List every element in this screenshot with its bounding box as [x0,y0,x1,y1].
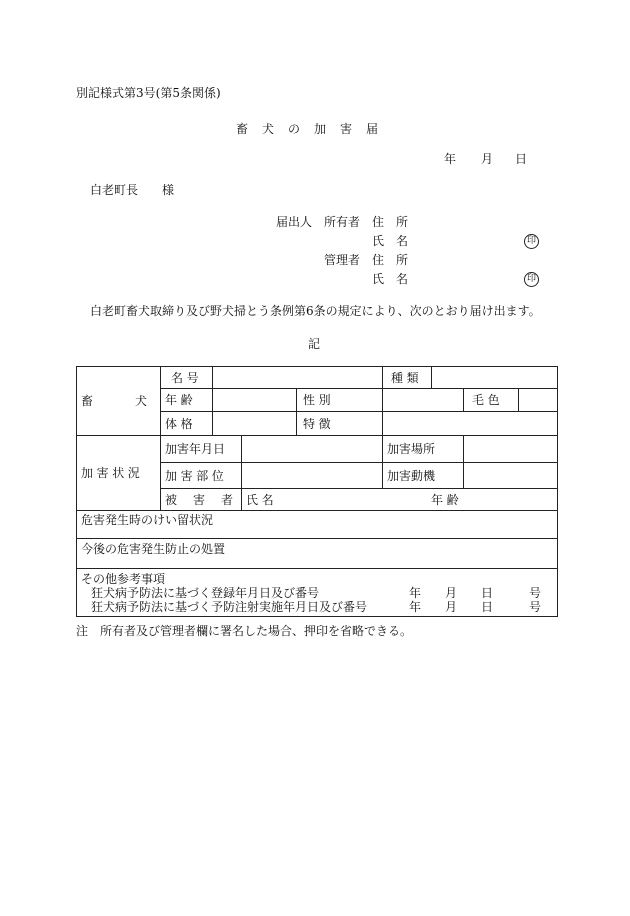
ref1-month: 月 [445,586,458,600]
owner-address-label: 住 所 [372,215,409,229]
date-year: 年 [444,152,457,166]
ref2-month: 月 [445,600,458,614]
manager-name-label: 氏 名 [372,272,409,286]
victim-name-label: 氏名 [246,492,278,507]
size-label: 体格 [161,412,213,436]
incident-motive-label: 加害動機 [383,463,464,489]
name-label: 名号 [161,367,213,389]
ref1-number: 号 [529,586,542,600]
other-row [77,569,558,617]
prevention-row[interactable] [77,539,558,569]
notifier-label: 届出人 [276,215,313,229]
ref2-number: 号 [529,600,542,614]
sex-label: 性別 [297,389,383,412]
ref2-day: 日 [481,600,494,614]
other-label: その他参考事項 [81,572,166,586]
owner-label: 所有者 [324,215,361,229]
victim-label-cell [161,489,242,511]
restraint-row[interactable] [77,511,558,539]
incident-place-field[interactable] [464,436,558,463]
date-month: 月 [481,152,494,166]
coat-label: 毛色 [464,389,519,412]
owner-seal-icon: 印 [524,234,539,249]
victim-label: 被 害 者 [165,492,233,507]
manager-label: 管理者 [324,253,361,267]
report-table [76,366,558,617]
ref1-row[interactable] [81,586,553,600]
restraint-label: 危害発生時のけい留状況 [81,513,214,527]
form-number: 別記様式第3号(第5条関係) [76,86,221,100]
ref2-row[interactable] [81,600,553,614]
incident-label: 加害状況 [77,436,161,511]
type-field[interactable] [432,367,558,389]
manager-address-label: 住 所 [372,253,409,267]
page-title: 畜 犬 の 加 害 届 [236,122,380,136]
ref1-year: 年 [409,586,422,600]
statement: 白老町畜犬取締り及び野犬掃とう条例第6条の規定により、次のとおり届け出ます。 [90,304,541,318]
ref1-day: 日 [481,586,494,600]
ref2-label: 狂犬病予防法に基づく予防注射実施年月日及び番号 [91,600,368,614]
type-label: 種類 [383,367,432,389]
victim-field[interactable] [242,489,558,511]
name-field[interactable] [213,367,383,389]
ki-heading: 記 [308,337,321,351]
incident-motive-field[interactable] [464,463,558,489]
incident-part-field[interactable] [242,463,383,489]
recipient: 白老町長 様 [90,183,175,197]
owner-name-label: 氏 名 [372,234,409,248]
ref2-year: 年 [409,600,422,614]
age-label: 年齢 [161,389,213,412]
manager-seal-icon: 印 [524,272,539,287]
incident-date-field[interactable] [242,436,383,463]
features-label: 特徴 [297,412,383,436]
prevention-label: 今後の危害発生防止の処置 [81,542,226,556]
sex-field[interactable] [383,389,464,412]
incident-place-label: 加害場所 [383,436,464,463]
ref1-label: 狂犬病予防法に基づく登録年月日及び番号 [91,586,320,600]
coat-field[interactable] [519,389,558,412]
victim-age-label: 年齢 [431,492,463,507]
incident-part-label: 加害部位 [161,463,242,489]
features-field[interactable] [383,412,558,436]
date-day: 日 [515,152,528,166]
age-field[interactable] [213,389,297,412]
footnote: 注 所有者及び管理者欄に署名した場合、押印を省略できる。 [76,624,413,638]
dog-label-cell: 畜 犬 [77,367,161,436]
size-field[interactable] [213,412,297,436]
incident-date-label: 加害年月日 [161,436,242,463]
